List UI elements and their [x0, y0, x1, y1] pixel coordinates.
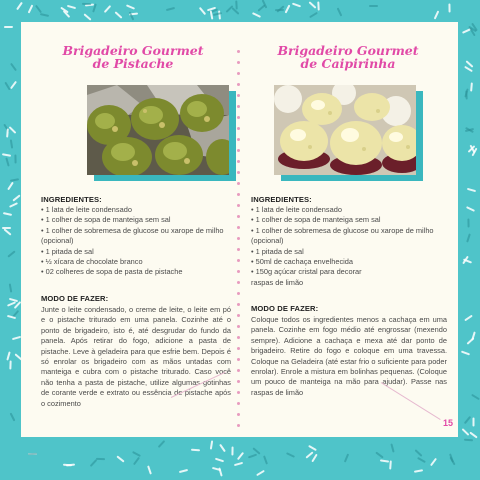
sprinkle-decoration	[83, 13, 91, 20]
divider-dot	[237, 83, 240, 86]
sprinkle-decoration	[133, 456, 140, 464]
sprinkle-decoration	[10, 63, 17, 71]
sprinkle-decoration	[7, 182, 14, 191]
ingredients-heading: INGREDIENTES:	[41, 195, 102, 204]
sprinkle-decoration	[40, 14, 49, 18]
sprinkle-decoration	[461, 350, 470, 355]
sprinkle-decoration	[116, 455, 124, 462]
ingredients-heading: INGREDIENTES:	[251, 195, 312, 204]
sprinkle-decoration	[389, 461, 392, 470]
divider-dot	[237, 94, 240, 97]
ingredients-list	[41, 205, 236, 278]
sprinkle-decoration	[126, 4, 135, 9]
sprinkle-decoration	[275, 9, 284, 11]
method-text: Coloque todos os ingredientes menos a cachaça em uma panela. Cozinhe em fogo médio até engrossar (mexendo sempre). Adicione a cachaça e mexa até dar ponto de brigadeiro. Retire do fogo e coloque em uma travessa. Coloque na Geladeira (até estar frio o suficiente para poder enrolar). Enrole a mistura em bolinhas pequenas. (Coloque um pouco de manteiga na mão para ajudar). Passe nas raspas de limão	[251, 315, 447, 397]
divider-dot	[237, 325, 240, 328]
divider-dot	[237, 303, 240, 306]
sprinkle-decoration	[8, 250, 16, 257]
sprinkle-decoration	[10, 413, 16, 422]
sprinkle-decoration	[467, 188, 476, 192]
sprinkle-decoration	[415, 450, 423, 458]
divider-dot	[237, 347, 240, 350]
sprinkle-decoration	[104, 5, 112, 13]
divider-dot	[237, 171, 240, 174]
sprinkle-decoration	[66, 463, 75, 466]
sprinkle-decoration	[210, 441, 213, 450]
divider-dot	[237, 72, 240, 75]
sprinkle-decoration	[308, 444, 317, 450]
sprinkle-decoration	[199, 7, 206, 15]
recipe-photo-frame	[274, 85, 417, 176]
divider-dot	[237, 127, 240, 130]
sprinkle-decoration	[464, 439, 473, 442]
sprinkle-decoration	[236, 0, 238, 9]
sprinkle-decoration	[231, 446, 233, 455]
sprinkle-decoration	[10, 81, 17, 89]
recipe-title-line1: Brigadeiro Gourmet	[62, 43, 204, 58]
sprinkle-decoration	[4, 81, 10, 90]
divider-dot	[237, 61, 240, 64]
sprinkle-decoration	[96, 458, 105, 460]
sprinkle-decoration	[462, 428, 470, 436]
recipe-photo-frame	[87, 85, 230, 176]
sprinkle-decoration	[132, 451, 141, 457]
pistachio-truffles-photo	[87, 85, 229, 175]
sprinkle-decoration	[9, 283, 13, 292]
recipe-title	[35, 44, 231, 70]
sprinkle-decoration	[2, 153, 11, 157]
divider-dot	[237, 105, 240, 108]
sprinkle-decoration	[28, 5, 34, 14]
divider-dot	[237, 259, 240, 262]
sprinkle-decoration	[263, 455, 268, 464]
ingredient-item: • 1 pitada de sal	[251, 246, 304, 256]
recipe-column-pistache	[35, 22, 231, 437]
ingredient-item: • 02 colheres de sopa de pasta de pistache	[41, 267, 183, 277]
divider-dot	[237, 50, 240, 53]
sprinkle-decoration	[369, 5, 378, 7]
divider-dot	[237, 358, 240, 361]
ingredient-item: • ½ xícara de chocolate branco	[41, 257, 143, 267]
divider-dot	[237, 160, 240, 163]
sprinkle-decoration	[417, 457, 426, 463]
ingredient-item: • 1 colher de sobremesa de glucose ou xarope de milho	[251, 225, 434, 235]
sprinkle-decoration	[470, 82, 473, 91]
sprinkle-decoration	[286, 452, 295, 458]
sprinkle-decoration	[90, 459, 98, 467]
sprinkle-decoration	[430, 457, 437, 465]
divider-dot	[237, 380, 240, 383]
divider-dot	[237, 149, 240, 152]
divider-dot	[237, 292, 240, 295]
divider-dot	[237, 413, 240, 416]
sprinkle-decoration	[237, 452, 244, 460]
sprinkle-decoration	[4, 228, 12, 235]
sprinkle-decoration	[178, 469, 187, 473]
ingredient-item: • 1 lata de leite condensado	[41, 205, 132, 214]
sprinkle-decoration	[449, 4, 451, 13]
sprinkle-decoration	[13, 194, 21, 201]
ingredient-item: raspas de limão	[251, 277, 304, 287]
sprinkle-decoration	[14, 154, 16, 163]
sprinkle-decoration	[380, 460, 389, 463]
sprinkle-decoration	[467, 218, 469, 227]
ingredient-item: • 1 colher de sobremesa de glucose ou xarope de milho	[41, 225, 224, 235]
sprinkle-decoration	[470, 431, 478, 438]
sprinkle-decoration	[248, 453, 257, 458]
divider-dot	[237, 138, 240, 141]
sprinkle-decoration	[311, 454, 317, 463]
sprinkle-decoration	[473, 417, 475, 426]
sprinkle-decoration	[464, 416, 471, 424]
ingredient-item: • 150g açúcar cristal para decorar	[251, 267, 362, 277]
recipe-page	[21, 22, 458, 437]
sprinkle-decoration	[256, 470, 265, 476]
sprinkle-decoration	[465, 315, 474, 322]
sprinkle-decoration	[16, 2, 23, 11]
method-heading: MODO DE FAZER:	[41, 294, 109, 303]
divider-dot	[237, 226, 240, 229]
recipe-column-caipirinha	[248, 22, 448, 437]
sprinkle-decoration	[9, 360, 11, 369]
sprinkle-decoration	[284, 5, 290, 14]
sprinkle-decoration	[292, 3, 301, 8]
divider-dot	[237, 369, 240, 372]
sprinkle-decoration	[4, 26, 13, 28]
ingredients-list	[251, 205, 451, 288]
sprinkle-decoration	[147, 466, 152, 475]
sprinkle-decoration	[466, 206, 475, 212]
sprinkle-decoration	[309, 12, 318, 18]
sprinkle-decoration	[337, 8, 343, 17]
sprinkle-decoration	[9, 202, 18, 208]
sprinkle-decoration	[6, 158, 10, 167]
sprinkle-decoration	[215, 457, 224, 462]
sprinkle-decoration	[375, 452, 383, 459]
ingredient-item: • 50ml de cachaça envelhecida	[251, 257, 354, 267]
divider-dot	[237, 116, 240, 119]
sprinkle-decoration	[62, 10, 70, 18]
ingredient-item: • 1 lata de leite condensado	[251, 205, 342, 214]
sprinkle-decoration	[414, 470, 423, 474]
sprinkle-decoration	[308, 1, 316, 9]
divider-dot	[237, 424, 240, 427]
sprinkle-decoration	[27, 452, 36, 455]
sprinkle-decoration	[115, 12, 123, 20]
sprinkle-decoration	[157, 440, 165, 448]
ingredient-item: • 1 colher de sopa de manteiga sem sal	[251, 215, 381, 225]
sprinkle-decoration	[166, 6, 175, 10]
sprinkle-decoration	[3, 212, 12, 216]
divider-dot	[237, 182, 240, 185]
ingredient-item: (opcional)	[251, 236, 284, 246]
divider-dot	[237, 336, 240, 339]
sprinkle-decoration	[252, 12, 261, 18]
sprinkle-decoration	[12, 335, 21, 339]
sprinkle-decoration	[219, 443, 226, 452]
sprinkle-decoration	[434, 11, 440, 20]
sprinkle-decoration	[344, 453, 349, 462]
divider-dot	[237, 204, 240, 207]
ingredient-item: • 1 pitada de sal	[41, 246, 94, 256]
recipe-title-line1: Brigadeiro Gourmet	[277, 43, 419, 58]
sprinkle-decoration	[9, 178, 18, 182]
ingredient-item: • 1 colher de sopa de manteiga sem sal	[41, 215, 171, 225]
divider-dot	[237, 237, 240, 240]
divider-dot	[237, 402, 240, 405]
caipirinha-truffles-photo	[274, 85, 416, 175]
page-number: 15	[442, 418, 453, 428]
sprinkle-decoration	[471, 394, 480, 400]
method-text: Junte o leite condensado, o creme de leite, o leite em pó e o pistache triturado em uma panela. Cozinhe até o ponto de brigadeiro, isto é, até desgrudar do fundo da panela. Após retirar do fogo, adicione a pasta de pistache. Leve à geladeira para que esfrie bem. Depois é só enrolar os brigadeiro com as mãos untadas com manteiga e cubra com o pistache triturado. Caso você não tenha a pasta de pistache, utilize algumas gotinhas de corante verde e extrato ou essência de pistache após o cozimento	[41, 305, 231, 408]
sprinkle-decoration	[10, 139, 13, 148]
divider-dot	[237, 215, 240, 218]
divider-dot	[237, 270, 240, 273]
recipe-title-line2: de Pistache	[92, 56, 174, 71]
sprinkle-decoration	[318, 2, 320, 11]
divider-dot	[237, 391, 240, 394]
sprinkle-decoration	[35, 4, 42, 12]
sprinkle-decoration	[191, 448, 200, 451]
recipe-title-line2: de Caipirinha	[300, 56, 396, 71]
method-heading: MODO DE FAZER:	[251, 304, 319, 313]
divider-dot	[237, 193, 240, 196]
sprinkle-decoration	[390, 444, 394, 453]
sprinkle-decoration	[67, 5, 76, 9]
divider-dot	[237, 248, 240, 251]
divider-dot	[237, 281, 240, 284]
ingredient-item: (opcional)	[41, 236, 74, 246]
sprinkle-decoration	[6, 128, 9, 137]
divider-dot	[237, 314, 240, 317]
recipe-title	[248, 44, 448, 70]
sprinkle-decoration	[234, 462, 243, 466]
sprinkle-decoration	[466, 233, 471, 242]
